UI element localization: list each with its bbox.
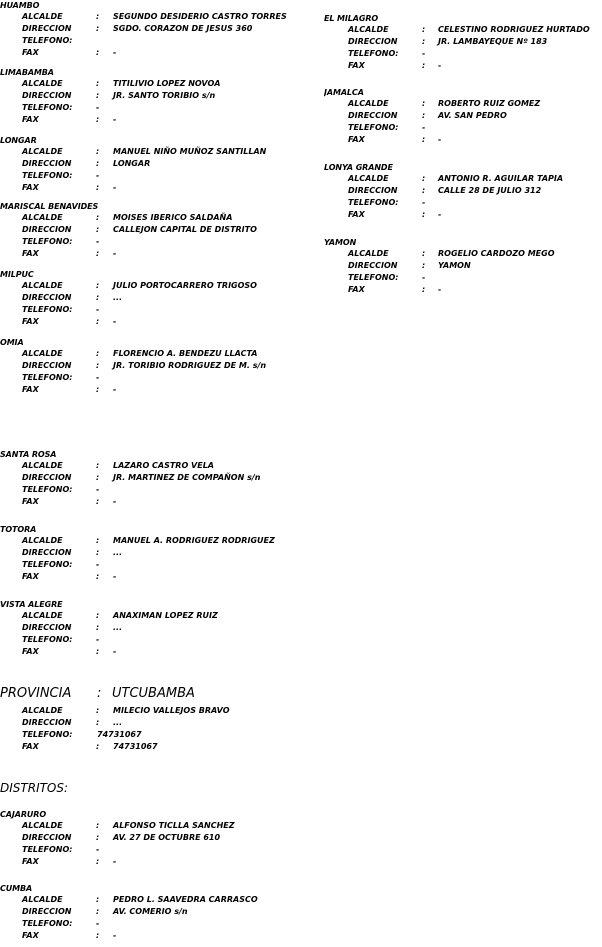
omia-fax-row	[0, 384, 310, 396]
omia-telefono-value: -	[96, 373, 100, 382]
yamon-alcalde-value: ROGELIO CARDOZO MEGO	[438, 249, 555, 258]
telefono-label: TELEFONO:	[22, 36, 73, 45]
fax-label: FAX	[22, 742, 39, 751]
direccion-label: DIRECCION	[22, 159, 72, 168]
vista-alegre-direccion-row	[0, 622, 310, 634]
cumba-telefono-value: -	[96, 919, 100, 928]
mariscal-benavides-alcalde-value: MOISES IBERICO SALDAÑA	[113, 213, 233, 222]
separator: :	[96, 821, 100, 830]
entry-limabamba	[0, 68, 310, 126]
limabamba-alcalde-value: TITILIVIO LOPEZ NOVOA	[113, 79, 221, 88]
santa-rosa-alcalde-value: LAZARO CASTRO VELA	[113, 461, 214, 470]
cajaruro-direccion-value: AV. 27 DE OCTUBRE 610	[113, 833, 221, 842]
distritos-heading: DISTRITOS:	[0, 781, 69, 795]
direccion-label: DIRECCION	[22, 718, 72, 727]
santa-rosa-telefono-value: -	[96, 485, 100, 494]
provincia-details	[0, 705, 310, 753]
fax-label: FAX	[348, 210, 365, 219]
alcalde-label: ALCALDE	[22, 349, 63, 358]
totora-direccion-value: ...	[113, 548, 123, 557]
separator: :	[96, 572, 100, 581]
yamon-direccion-value: YAMON	[438, 261, 471, 270]
fax-label: FAX	[22, 857, 39, 866]
cumba-fax-row	[0, 930, 310, 942]
separator: :	[422, 135, 426, 144]
omia-alcalde-value: FLORENCIO A. BENDEZU LLACTA	[113, 349, 258, 358]
mariscal-benavides-fax-row	[0, 248, 310, 260]
limabamba-telefono-row	[0, 102, 310, 114]
telefono-label: TELEFONO:	[22, 635, 73, 644]
entry-el-milagro	[324, 14, 602, 72]
cumba-fax-value: -	[113, 931, 117, 940]
cumba-direccion-row	[0, 906, 310, 918]
direccion-label: DIRECCION	[348, 186, 398, 195]
omia-telefono-row	[0, 372, 310, 384]
separator: :	[96, 857, 100, 866]
separator: :	[96, 623, 100, 632]
milpuc-fax-value: -	[113, 317, 117, 326]
telefono-label: TELEFONO:	[22, 485, 73, 494]
direccion-label: DIRECCION	[22, 623, 72, 632]
separator: :	[422, 174, 426, 183]
el-milagro-fax-row	[324, 60, 602, 72]
separator: :	[96, 91, 100, 100]
jamalca-direccion-value: AV. SAN PEDRO	[438, 111, 507, 120]
mariscal-benavides-telefono-row	[0, 236, 310, 248]
el-milagro-alcalde-row	[324, 24, 602, 36]
provincia-alcalde-value: MILECIO VALLEJOS BRAVO	[113, 706, 230, 715]
jamalca-fax-row	[324, 134, 602, 146]
telefono-label: TELEFONO:	[22, 845, 73, 854]
totora-direccion-row	[0, 547, 310, 559]
milpuc-direccion-row	[0, 292, 310, 304]
milpuc-fax-row	[0, 316, 310, 328]
santa-rosa-direccion-value: JR. MARTINEZ DE COMPAÑON s/n	[113, 473, 261, 482]
yamon-telefono-row	[324, 272, 602, 284]
alcalde-label: ALCALDE	[22, 821, 63, 830]
direccion-label: DIRECCION	[22, 473, 72, 482]
lonya-grande-telefono-value: -	[422, 198, 426, 207]
separator: :	[422, 261, 426, 270]
district-name: LIMABAMBA	[0, 68, 54, 77]
cajaruro-alcalde-value: ALFONSO TICLLA SANCHEZ	[113, 821, 235, 830]
separator: :	[422, 37, 426, 46]
telefono-label: TELEFONO:	[22, 919, 73, 928]
district-name: JAMALCA	[324, 88, 364, 97]
district-name: LONGAR	[0, 136, 37, 145]
fax-label: FAX	[22, 572, 39, 581]
santa-rosa-direccion-row	[0, 472, 310, 484]
fax-label: FAX	[22, 183, 39, 192]
separator: :	[422, 99, 426, 108]
fax-label: FAX	[348, 285, 365, 294]
separator: :	[96, 706, 100, 715]
limabamba-direccion-value: JR. SANTO TORIBIO s/n	[113, 91, 216, 100]
telefono-label: TELEFONO:	[22, 103, 73, 112]
separator: :	[96, 213, 100, 222]
direccion-label: DIRECCION	[22, 548, 72, 557]
telefono-label: TELEFONO:	[22, 305, 73, 314]
totora-fax-row	[0, 571, 310, 583]
alcalde-label: ALCALDE	[22, 213, 63, 222]
jamalca-alcalde-row	[324, 98, 602, 110]
provincia-fax-value: 74731067	[113, 742, 158, 751]
totora-telefono-row	[0, 559, 310, 571]
cajaruro-direccion-row	[0, 832, 310, 844]
district-name: CUMBA	[0, 884, 33, 893]
telefono-label: TELEFONO:	[22, 730, 73, 739]
limabamba-telefono-value: -	[96, 103, 100, 112]
lonya-grande-alcalde-row	[324, 173, 602, 185]
fax-label: FAX	[22, 647, 39, 656]
entry-lonya-grande	[324, 163, 602, 221]
alcalde-label: ALCALDE	[22, 611, 63, 620]
separator: :	[422, 25, 426, 34]
longar-telefono-row	[0, 170, 310, 182]
el-milagro-direccion-value: JR. LAMBAYEQUE Nº 183	[438, 37, 548, 46]
lonya-grande-fax-value: -	[438, 210, 442, 219]
longar-alcalde-row	[0, 146, 310, 158]
vista-alegre-alcalde-row	[0, 610, 310, 622]
milpuc-telefono-value: -	[96, 305, 100, 314]
alcalde-label: ALCALDE	[348, 25, 389, 34]
alcalde-label: ALCALDE	[22, 12, 63, 21]
district-name: MARISCAL BENAVIDES	[0, 202, 99, 211]
separator: :	[96, 183, 100, 192]
separator: :	[96, 361, 100, 370]
longar-fax-row	[0, 182, 310, 194]
mariscal-benavides-fax-value: -	[113, 249, 117, 258]
entry-cajaruro	[0, 810, 310, 868]
separator: :	[422, 61, 426, 70]
longar-direccion-row	[0, 158, 310, 170]
district-name: EL MILAGRO	[324, 14, 379, 23]
separator: :	[96, 12, 100, 21]
direccion-label: DIRECCION	[22, 24, 72, 33]
milpuc-direccion-value: ...	[113, 293, 123, 302]
cumba-alcalde-row	[0, 894, 310, 906]
alcalde-label: ALCALDE	[22, 536, 63, 545]
el-milagro-telefono-value: -	[422, 49, 426, 58]
separator: :	[96, 742, 100, 751]
direccion-label: DIRECCION	[348, 111, 398, 120]
separator: :	[96, 48, 100, 57]
alcalde-label: ALCALDE	[22, 461, 63, 470]
totora-telefono-value: -	[96, 560, 100, 569]
mariscal-benavides-telefono-value: -	[96, 237, 100, 246]
district-name: CAJARURO	[0, 810, 47, 819]
longar-direccion-value: LONGAR	[113, 159, 151, 168]
entry-milpuc	[0, 270, 310, 328]
separator: :	[96, 159, 100, 168]
santa-rosa-fax-row	[0, 496, 310, 508]
direccion-label: DIRECCION	[22, 833, 72, 842]
fax-label: FAX	[22, 385, 39, 394]
separator: :	[96, 281, 100, 290]
provincia-direccion-row	[0, 717, 310, 729]
separator: :	[96, 79, 100, 88]
huambo-alcalde-row	[0, 11, 310, 23]
separator: :	[96, 349, 100, 358]
limabamba-direccion-row	[0, 90, 310, 102]
lonya-grande-fax-row	[324, 209, 602, 221]
huambo-direccion-value: SGDO. CORAZON DE JESUS 360	[113, 24, 253, 33]
entry-vista-alegre	[0, 600, 310, 658]
omia-fax-value: -	[113, 385, 117, 394]
entry-huambo	[0, 1, 310, 59]
separator: :	[422, 186, 426, 195]
milpuc-alcalde-row	[0, 280, 310, 292]
separator: :	[422, 249, 426, 258]
district-name: MILPUC	[0, 270, 34, 279]
separator: :	[96, 497, 100, 506]
cajaruro-telefono-row	[0, 844, 310, 856]
provincia-fax-row	[0, 741, 310, 753]
separator: :	[96, 931, 100, 940]
omia-direccion-row	[0, 360, 310, 372]
jamalca-direccion-row	[324, 110, 602, 122]
yamon-direccion-row	[324, 260, 602, 272]
separator: :	[96, 249, 100, 258]
district-name: VISTA ALEGRE	[0, 600, 63, 609]
fax-label: FAX	[22, 48, 39, 57]
telefono-label: TELEFONO:	[348, 198, 399, 207]
longar-fax-value: -	[113, 183, 117, 192]
fax-label: FAX	[348, 61, 365, 70]
limabamba-fax-value: -	[113, 115, 117, 124]
telefono-label: TELEFONO:	[22, 373, 73, 382]
el-milagro-fax-value: -	[438, 61, 442, 70]
el-milagro-alcalde-value: CELESTINO RODRIGUEZ HURTADO	[438, 25, 590, 34]
separator: :	[96, 718, 100, 727]
alcalde-label: ALCALDE	[348, 249, 389, 258]
vista-alegre-telefono-value: -	[96, 635, 100, 644]
alcalde-label: ALCALDE	[22, 147, 63, 156]
milpuc-telefono-row	[0, 304, 310, 316]
separator: :	[422, 285, 426, 294]
entry-cumba	[0, 884, 310, 942]
longar-alcalde-value: MANUEL NIÑO MUÑOZ SANTILLAN	[113, 147, 267, 156]
separator: :	[96, 536, 100, 545]
jamalca-telefono-value: -	[422, 123, 426, 132]
huambo-fax-value: -	[113, 48, 117, 57]
santa-rosa-alcalde-row	[0, 460, 310, 472]
provincia-direccion-value: ...	[113, 718, 123, 727]
separator: :	[96, 115, 100, 124]
alcalde-label: ALCALDE	[348, 174, 389, 183]
totora-alcalde-row	[0, 535, 310, 547]
provincia-telefono-row	[0, 729, 310, 741]
cajaruro-alcalde-row	[0, 820, 310, 832]
jamalca-fax-value: -	[438, 135, 442, 144]
telefono-label: TELEFONO:	[22, 560, 73, 569]
direccion-label: DIRECCION	[22, 293, 72, 302]
separator: :	[96, 548, 100, 557]
lonya-grande-alcalde-value: ANTONIO R. AGUILAR TAPIA	[438, 174, 564, 183]
telefono-label: TELEFONO:	[22, 171, 73, 180]
separator: :	[96, 647, 100, 656]
separator: :	[96, 147, 100, 156]
separator: :	[96, 317, 100, 326]
santa-rosa-fax-value: -	[113, 497, 117, 506]
alcalde-label: ALCALDE	[348, 99, 389, 108]
separator: :	[96, 24, 100, 33]
district-name: TOTORA	[0, 525, 37, 534]
telefono-label: TELEFONO:	[348, 49, 399, 58]
limabamba-alcalde-row	[0, 78, 310, 90]
totora-fax-value: -	[113, 572, 117, 581]
separator: :	[96, 385, 100, 394]
fax-label: FAX	[22, 249, 39, 258]
direccion-label: DIRECCION	[348, 37, 398, 46]
separator: :	[96, 833, 100, 842]
provincia-telefono-value: 74731067	[97, 730, 142, 739]
district-name: OMIA	[0, 338, 24, 347]
entry-totora	[0, 525, 310, 583]
separator: :	[96, 225, 100, 234]
district-name: SANTA ROSA	[0, 450, 57, 459]
telefono-label: TELEFONO:	[22, 237, 73, 246]
provincia-name: UTCUBAMBA	[112, 686, 195, 701]
provincia-label: PROVINCIA	[0, 686, 72, 701]
direccion-label: DIRECCION	[22, 361, 72, 370]
separator: :	[96, 907, 100, 916]
provincia-alcalde-row	[0, 705, 310, 717]
vista-alegre-fax-row	[0, 646, 310, 658]
direccion-label: DIRECCION	[348, 261, 398, 270]
longar-telefono-value: -	[96, 171, 100, 180]
mariscal-benavides-direccion-row	[0, 224, 310, 236]
entry-jamalca	[324, 88, 602, 146]
separator: :	[422, 210, 426, 219]
alcalde-label: ALCALDE	[22, 281, 63, 290]
vista-alegre-telefono-row	[0, 634, 310, 646]
lonya-grande-direccion-value: CALLE 28 DE JULIO 312	[438, 186, 542, 195]
separator: :	[96, 293, 100, 302]
milpuc-alcalde-value: JULIO PORTOCARRERO TRIGOSO	[113, 281, 257, 290]
provincia-separator: :	[97, 686, 102, 701]
vista-alegre-fax-value: -	[113, 647, 117, 656]
yamon-telefono-value: -	[422, 273, 426, 282]
fax-label: FAX	[22, 931, 39, 940]
cumba-direccion-value: AV. COMERIO s/n	[113, 907, 188, 916]
vista-alegre-alcalde-value: ANAXIMAN LOPEZ RUIZ	[113, 611, 218, 620]
separator: :	[96, 895, 100, 904]
fax-label: FAX	[22, 497, 39, 506]
alcalde-label: ALCALDE	[22, 79, 63, 88]
entry-yamon	[324, 238, 602, 296]
direccion-label: DIRECCION	[22, 225, 72, 234]
district-name: LONYA GRANDE	[324, 163, 393, 172]
huambo-direccion-row	[0, 23, 310, 35]
cajaruro-telefono-value: -	[96, 845, 100, 854]
vista-alegre-direccion-value: ...	[113, 623, 123, 632]
entry-omia	[0, 338, 310, 396]
separator: :	[422, 111, 426, 120]
mariscal-benavides-direccion-value: CALLEJON CAPITAL DE DISTRITO	[113, 225, 257, 234]
huambo-alcalde-value: SEGUNDO DESIDERIO CASTRO TORRES	[113, 12, 287, 21]
lonya-grande-telefono-row	[324, 197, 602, 209]
mariscal-benavides-alcalde-row	[0, 212, 310, 224]
lonya-grande-direccion-row	[324, 185, 602, 197]
telefono-label: TELEFONO:	[348, 123, 399, 132]
alcalde-label: ALCALDE	[22, 706, 63, 715]
district-name: YAMON	[324, 238, 357, 247]
el-milagro-direccion-row	[324, 36, 602, 48]
jamalca-alcalde-value: ROBERTO RUIZ GOMEZ	[438, 99, 541, 108]
fax-label: FAX	[22, 115, 39, 124]
cumba-telefono-row	[0, 918, 310, 930]
limabamba-fax-row	[0, 114, 310, 126]
direccion-label: DIRECCION	[22, 91, 72, 100]
cumba-alcalde-value: PEDRO L. SAAVEDRA CARRASCO	[113, 895, 258, 904]
entry-santa-rosa	[0, 450, 310, 508]
yamon-fax-value: -	[438, 285, 442, 294]
fax-label: FAX	[348, 135, 365, 144]
jamalca-telefono-row	[324, 122, 602, 134]
separator: :	[96, 611, 100, 620]
omia-alcalde-row	[0, 348, 310, 360]
santa-rosa-telefono-row	[0, 484, 310, 496]
huambo-fax-row	[0, 47, 310, 59]
alcalde-label: ALCALDE	[22, 895, 63, 904]
district-name: HUAMBO	[0, 1, 40, 10]
entry-longar	[0, 136, 310, 194]
direccion-label: DIRECCION	[22, 907, 72, 916]
telefono-label: TELEFONO:	[348, 273, 399, 282]
entry-mariscal-benavides	[0, 202, 310, 260]
yamon-fax-row	[324, 284, 602, 296]
omia-direccion-value: JR. TORIBIO RODRIGUEZ DE M. s/n	[113, 361, 267, 370]
cajaruro-fax-value: -	[113, 857, 117, 866]
separator: :	[96, 473, 100, 482]
fax-label: FAX	[22, 317, 39, 326]
huambo-telefono-row	[0, 35, 310, 47]
separator: :	[96, 461, 100, 470]
cajaruro-fax-row	[0, 856, 310, 868]
yamon-alcalde-row	[324, 248, 602, 260]
el-milagro-telefono-row	[324, 48, 602, 60]
totora-alcalde-value: MANUEL A. RODRIGUEZ RODRIGUEZ	[113, 536, 275, 545]
